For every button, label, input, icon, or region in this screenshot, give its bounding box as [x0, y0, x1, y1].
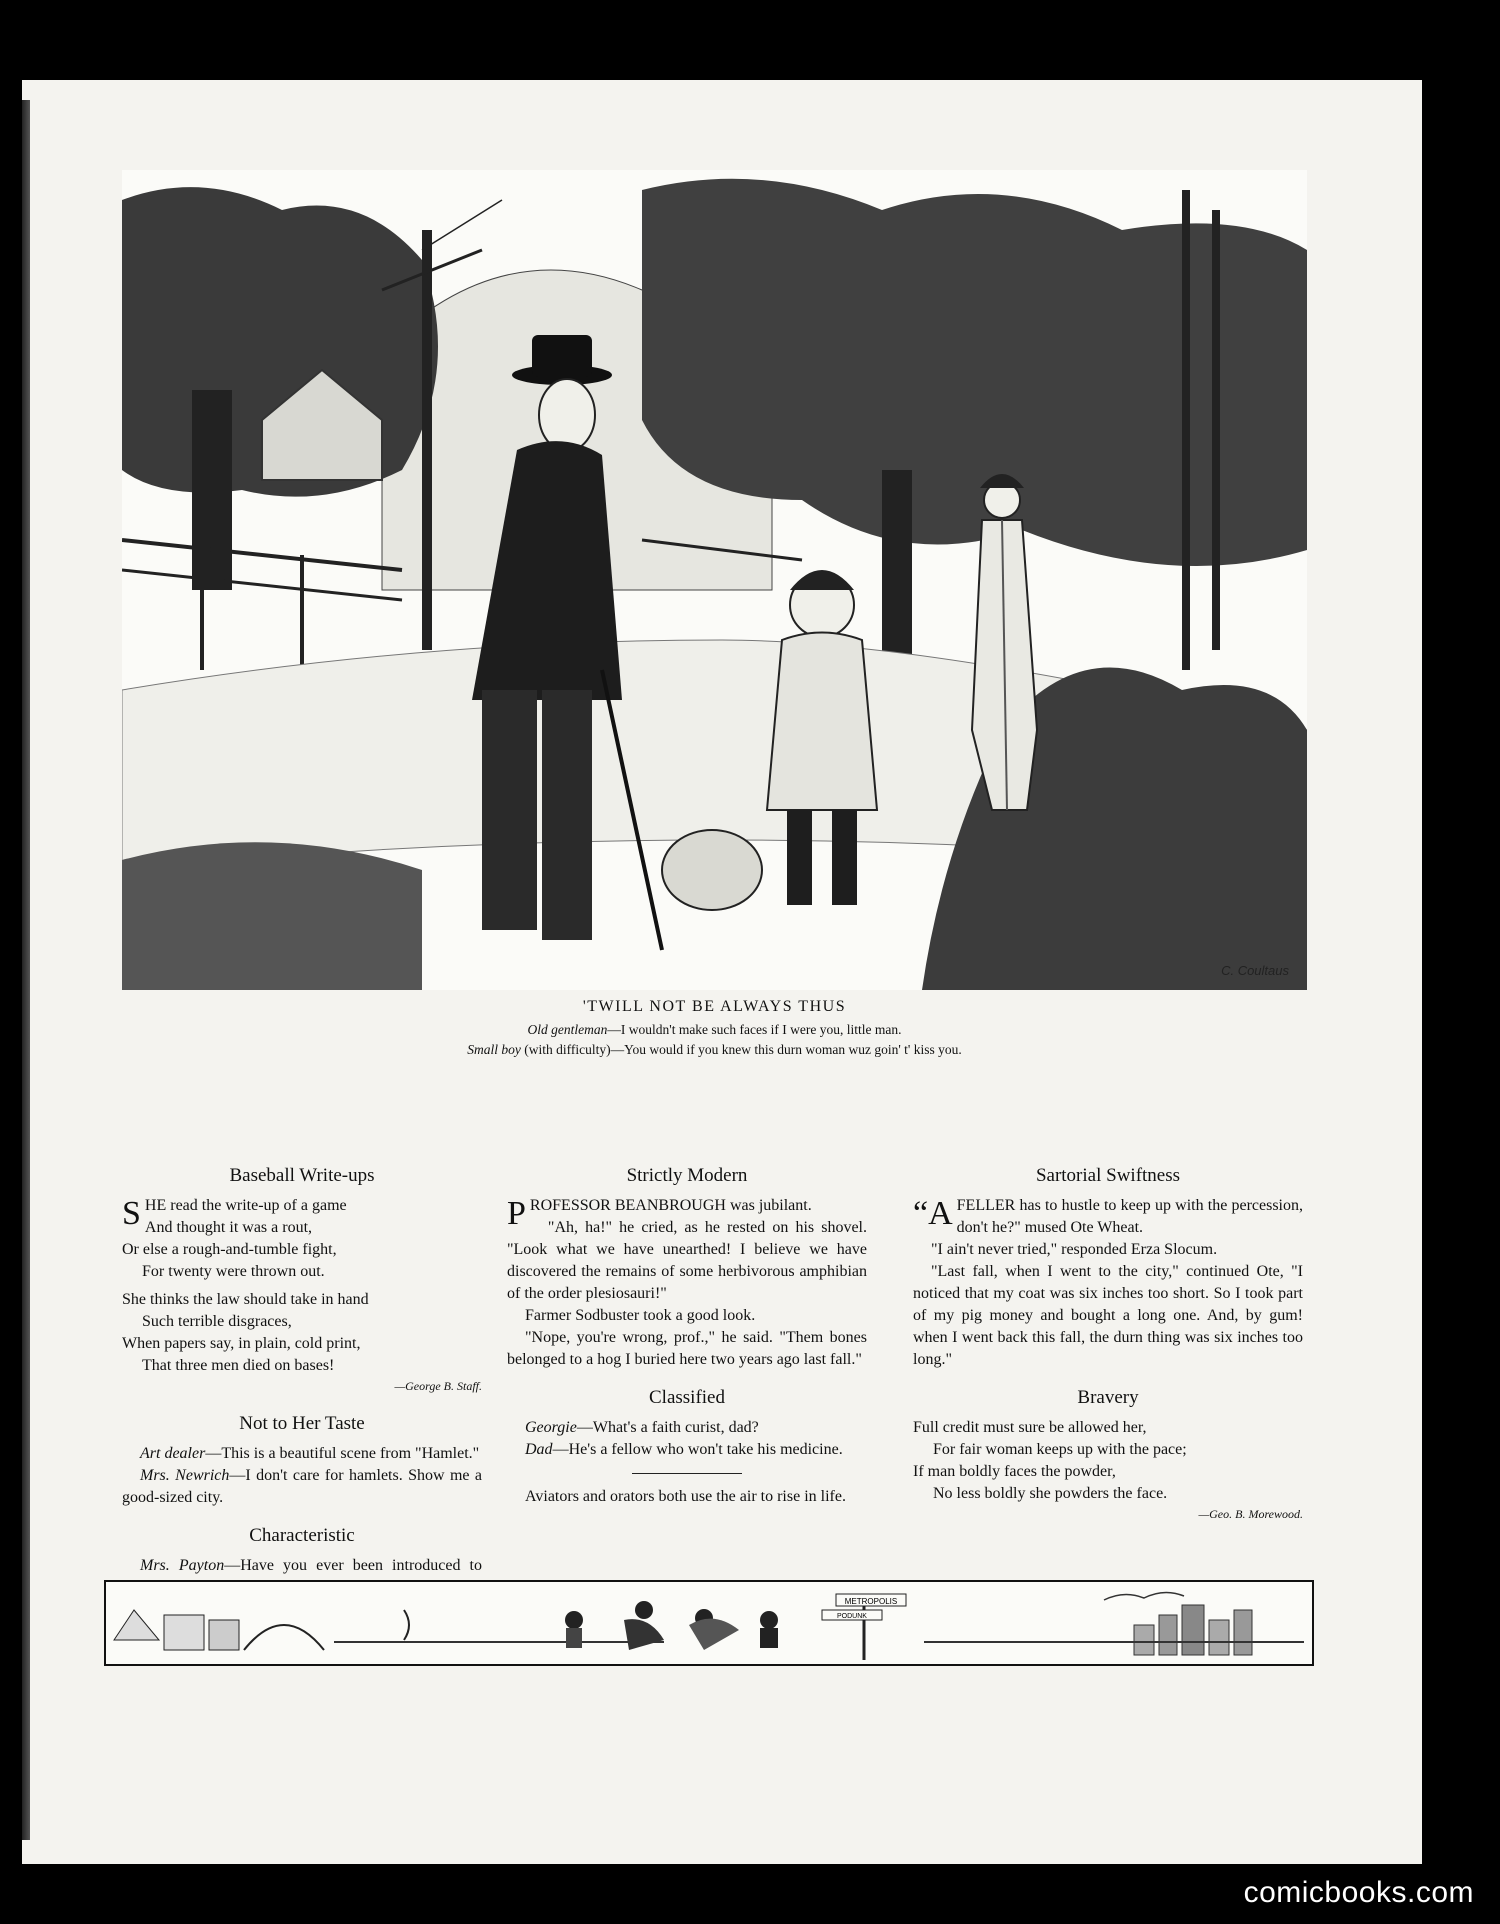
column-left	[122, 1165, 482, 1621]
poem-line: Or else a rough-and-tumble fight,	[122, 1241, 337, 1258]
modern-title: Strictly Modern	[626, 1165, 748, 1186]
taste-line-2	[122, 1465, 482, 1509]
bravery-poem	[913, 1417, 1303, 1525]
poem-line: She thinks the law should take in hand	[122, 1291, 369, 1308]
poem-line: No less boldly she powders the face.	[933, 1485, 1168, 1502]
dialogue: —I don't care for hamlets. Show me a good-sized city.	[122, 1467, 483, 1506]
modern-paragraph-2: "Ah, ha!" he cried, as he rested on his shovel. "Look what we have unearthed! I believe we have discovered the remains of some herbivorous amphibian of the order plesiosauri!"	[507, 1219, 867, 1302]
poem-line: For twenty were thrown out.	[142, 1263, 325, 1280]
caption-text-2: (with difficulty)—You would if you knew this durn woman wuz goin' t' kiss you.	[520, 1042, 962, 1057]
column-right	[913, 1165, 1303, 1535]
caption-text-1: —I wouldn't make such faces if I were you, little man.	[607, 1022, 902, 1037]
speaker: Georgie	[525, 1419, 577, 1436]
modern-paragraph-4: "Nope, you're wrong, prof.," he said. "Them bones belonged to a hog I buried here two years ago last fall."	[507, 1329, 867, 1368]
paragraph-text: FELLER has to hustle to keep up with the percession, don't he?" mused Ote Wheat.	[956, 1197, 1303, 1236]
sartorial-paragraph-3: "Last fall, when I went to the city," continued Ote, "I noticed that my coat was six inches too short. So I took part of my pig money and bought a long one. And, by gum! when I went back this fall, the durn thing was six inches too long."	[913, 1263, 1303, 1368]
page-gutter	[22, 100, 30, 1840]
poem-line: If man boldly faces the powder,	[913, 1463, 1116, 1480]
taste-title: Not to Her Taste	[239, 1413, 365, 1434]
baseball-title: Baseball Write-ups	[229, 1165, 375, 1186]
site-watermark: comicbooks.com	[1243, 1876, 1474, 1909]
magazine-page	[22, 80, 1422, 1864]
footer-illustration-strip	[104, 1580, 1314, 1666]
baseball-dropcap: S	[122, 1195, 141, 1232]
dialogue: —He's a fellow who won't take his medicine.	[552, 1441, 843, 1458]
dialogue: —What's a faith curist, dad?	[576, 1419, 759, 1436]
caption-speaker-2: Small boy	[467, 1042, 521, 1057]
aviators-paragraph: Aviators and orators both use the air to rise in life.	[525, 1488, 846, 1505]
signpost-bottom-label: PODUNK	[837, 1613, 867, 1620]
poem-line: And thought it was a rout,	[144, 1219, 313, 1236]
sartorial-paragraph-1	[913, 1195, 1303, 1239]
classified-title: Classified	[649, 1387, 725, 1408]
cartoon-illustration	[122, 170, 1307, 990]
classified-line-2	[507, 1439, 867, 1461]
modern-paragraph-1	[507, 1195, 867, 1232]
poem-line: HE read the write-up of a game	[144, 1197, 347, 1214]
baseball-signature: —George B. Staff.	[394, 1379, 482, 1393]
modern-dropcap: P	[507, 1195, 526, 1232]
sartorial-paragraph-2: "I ain't never tried," responded Erza Slocum.	[931, 1241, 1218, 1258]
speaker: Mrs. Newrich	[140, 1467, 230, 1484]
caption-title: 'TWILL NOT BE ALWAYS THUS	[582, 998, 847, 1015]
dialogue: —This is a beautiful scene from "Hamlet."	[205, 1445, 480, 1462]
baseball-poem	[122, 1195, 482, 1397]
taste-line-1	[122, 1443, 482, 1465]
sartorial-dropcap: “A	[913, 1195, 953, 1232]
speaker: Art dealer	[140, 1445, 206, 1462]
caption-line-2	[122, 1040, 1307, 1060]
poem-line: Full credit must sure be allowed her,	[913, 1419, 1147, 1436]
bravery-title: Bravery	[1077, 1387, 1139, 1408]
signpost-top-label: METROPOLIS	[844, 1597, 898, 1606]
caption-line-1	[122, 1020, 1307, 1040]
paragraph-text: ROFESSOR BEANBROUGH was jubilant.	[529, 1197, 812, 1214]
bravery-signature: —Geo. B. Morewood.	[1198, 1507, 1303, 1521]
footer-drawing	[104, 1580, 1314, 1666]
poem-line: That three men died on bases!	[142, 1357, 335, 1374]
speaker: Dad	[525, 1441, 553, 1458]
poem-line: Such terrible disgraces,	[142, 1313, 292, 1330]
cartoon-drawing	[122, 170, 1307, 990]
speaker: Mrs. Payton	[140, 1557, 225, 1574]
classified-line-1	[507, 1417, 867, 1439]
characteristic-title: Characteristic	[249, 1525, 355, 1546]
artist-signature: C. Coultaus	[1221, 963, 1289, 978]
poem-line: When papers say, in plain, cold print,	[122, 1335, 361, 1352]
column-middle	[507, 1165, 867, 1508]
caption-speaker-1: Old gentleman	[527, 1022, 608, 1037]
poem-line: For fair woman keeps up with the pace;	[933, 1441, 1187, 1458]
cartoon-caption	[122, 998, 1307, 1060]
modern-paragraph-3: Farmer Sodbuster took a good look.	[525, 1307, 756, 1324]
sartorial-title: Sartorial Swiftness	[1035, 1165, 1181, 1186]
section-divider	[632, 1473, 742, 1474]
dialogue: —Have you ever been introduced to	[224, 1557, 483, 1574]
